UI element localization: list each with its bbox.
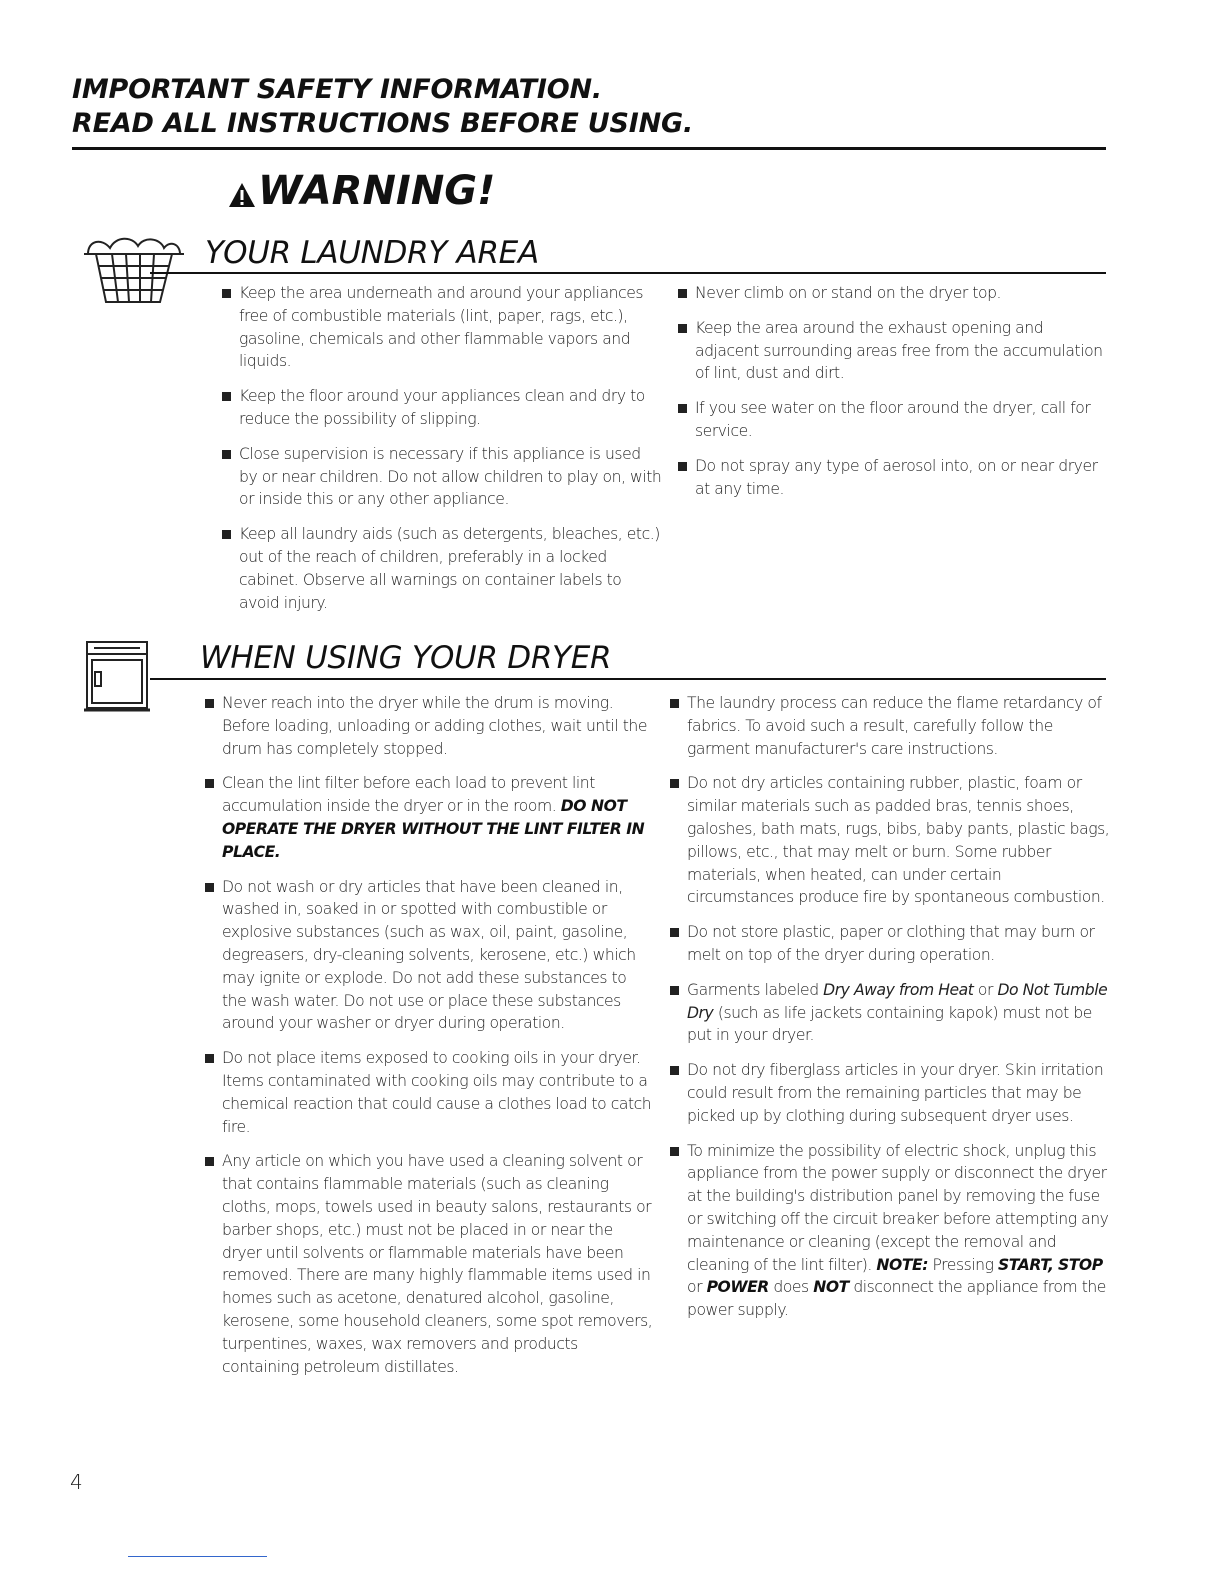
warning-heading [228, 168, 495, 214]
list-item: Never climb on or stand on the dryer top. [678, 282, 1108, 305]
list-item: Keep the area around the exhaust opening and adjacent surrounding areas free from the accumulation of lint, dust and dirt. [678, 317, 1108, 385]
dryer-icon [82, 640, 152, 712]
header-divider [72, 147, 1106, 150]
list-item: Do not spray any type of aerosol into, on or near dryer at any time. [678, 455, 1108, 501]
list-item: Keep the area underneath and around your appliances free of combustible materials (lint, paper, rags, etc.), gasoline, chemicals and other flammable vapors and liquids. [222, 282, 662, 373]
list-item: Do not wash or dry articles that have been cleaned in, washed in, soaked in or spotted with combustible or explosive substances (such as wax, oil, paint, gasoline, degreasers, dry-cleaning solvents, kerosene, etc.) which may ignite or explode. Do not add these substances to the wash water. Do not use or place these substances around your washer or dryer during operation. [205, 876, 655, 1036]
header-title-line-2: READ ALL INSTRUCTIONS BEFORE USING. [72, 108, 694, 139]
list-item: Do not dry articles containing rubber, plastic, foam or similar materials such as padded bras, tennis shoes, galoshes, bath mats, rugs, bibs, baby pants, plastic bags, pillows, etc., that may melt or burn. Some rubber materials, when heated, can under certain circumstances produce fire by spontaneous combustion. [670, 772, 1110, 909]
list-item: Keep the floor around your appliances clean and dry to reduce the possibility of slipping. [222, 385, 662, 431]
section-divider-laundry [150, 272, 1106, 274]
dryer-use-list-left [205, 692, 655, 1390]
header-title-line-1: IMPORTANT SAFETY INFORMATION. [72, 74, 602, 105]
note-label: NOTE: [876, 1255, 928, 1274]
list-item: Close supervision is necessary if this appliance is used by or near children. Do not allow children to play on, with or inside this or any other appliance. [222, 443, 662, 511]
list-item: Keep all laundry aids (such as detergents, bleaches, etc.) out of the reach of children, preferably in a locked cabinet. Observe all warnings on container labels to avoid injury. [222, 523, 662, 614]
section-title-laundry-area: YOUR LAUNDRY AREA [205, 235, 539, 271]
section-divider-dryer [150, 678, 1106, 680]
warning-label: WARNING! [258, 168, 496, 214]
list-item: To minimize the possibility of electric shock, unplug this appliance from the power supply or disconnect the dryer at the building's distribution panel by removing the fuse or switching off the circuit breaker before attempting any maintenance or cleaning (except the removal and cleaning of the lint filter). NOTE: Pressing START, STOP or POWER does NOT disconnect the appliance from the power supply. [670, 1140, 1110, 1322]
laundry-area-list-right [678, 282, 1108, 512]
dryer-use-list-right [670, 692, 1110, 1334]
list-item: Clean the lint filter before each load to prevent lint accumulation inside the dryer or in the room. DO NOT OPERATE THE DRYER WITHOUT THE LINT FILTER IN PLACE. [205, 772, 655, 863]
footer-link-line [128, 1556, 267, 1557]
page-number: 4 [70, 1470, 83, 1494]
list-item: Do not dry fiberglass articles in your dryer. Skin irritation could result from the remaining particles that may be picked up by clothing during subsequent dryer uses. [670, 1059, 1110, 1127]
lint-filter-warning: DO NOT OPERATE THE DRYER WITHOUT THE LINT FILTER IN PLACE. [222, 797, 645, 861]
list-item: Any article on which you have used a cleaning solvent or that contains flammable materials (such as cleaning cloths, mops, towels used in beauty salons, restaurants or barber shops, etc.) must not be placed in or near the dryer until solvents or flammable materials have been removed. There are many highly flammable items used in homes such as acetone, denatured alcohol, gasoline, kerosene, some household cleaners, some spot removers, turpentines, waxes, wax removers and products containing petroleum distillates. [205, 1150, 655, 1378]
list-item: If you see water on the floor around the dryer, call for service. [678, 397, 1108, 443]
warning-triangle-icon [228, 182, 256, 208]
list-item: Do not place items exposed to cooking oils in your dryer. Items contaminated with cooking oils may contribute to a chemical reaction that could cause a clothes load to catch fire. [205, 1047, 655, 1138]
laundry-area-list-left [222, 282, 662, 626]
list-item: Do not store plastic, paper or clothing that may burn or melt on top of the dryer during operation. [670, 921, 1110, 967]
list-item: Never reach into the dryer while the drum is moving. Before loading, unloading or adding clothes, wait until the drum has completely stopped. [205, 692, 655, 760]
list-item: The laundry process can reduce the flame retardancy of fabrics. To avoid such a result, carefully follow the garment manufacturer's care instructions. [670, 692, 1110, 760]
section-title-dryer-use: WHEN USING YOUR DRYER [200, 640, 612, 676]
list-item: Garments labeled Dry Away from Heat or Do Not Tumble Dry (such as life jackets containing kapok) must not be put in your dryer. [670, 979, 1110, 1047]
